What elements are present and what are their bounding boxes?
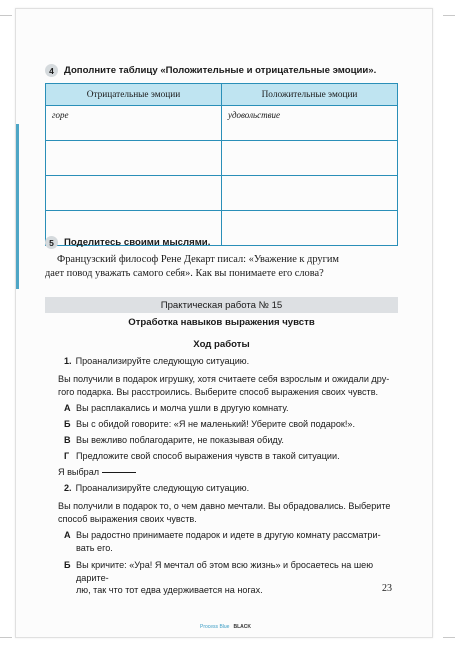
header-positive-emotions: Положительные эмоции — [222, 84, 398, 106]
option-b[interactable] — [64, 418, 400, 431]
table-header-row — [46, 84, 398, 106]
option-text-line: лю, так что тот едва удерживается на ногах. — [76, 585, 263, 595]
option-letter: Б — [64, 419, 71, 429]
task-4-title: Дополните таблицу «Положительные и отрицательные эмоции». — [64, 65, 377, 76]
option-letter: А — [64, 530, 71, 540]
option-text — [76, 559, 400, 597]
choice-blank-field[interactable] — [102, 472, 136, 473]
table-row — [46, 176, 398, 211]
descartes-quote-line-1: Французский философ Рене Декарт писал: «Уважение к другим — [57, 254, 339, 265]
task-5-title: Поделитесь своими мыслями. — [64, 237, 211, 248]
option-a[interactable] — [64, 402, 400, 415]
progress-heading: Ход работы — [193, 339, 250, 350]
step-2-situation-line-1: Вы получили в подарок то, о чем давно мечтали. Вы обрадовались. Выберите — [58, 501, 391, 511]
task-4-heading — [45, 64, 376, 77]
descartes-quote-line-2: дает повод уважать самого себя». Как вы понимаете его слова? — [45, 268, 324, 279]
step-1-instruction-text: Проанализируйте следующую ситуацию. — [75, 356, 250, 366]
footer-code: BLACK — [233, 624, 251, 630]
table-cell[interactable] — [46, 141, 222, 176]
step-2-instruction — [64, 482, 400, 495]
choice-label: Я выбрал — [58, 467, 100, 477]
footer-label: Process Blue — [200, 624, 230, 630]
page-number: 23 — [382, 583, 392, 594]
option-v[interactable] — [64, 434, 400, 447]
table-row — [46, 141, 398, 176]
table-cell[interactable]: удовольствие — [222, 106, 398, 141]
practical-work-title: Практическая работа № 15 — [160, 299, 283, 311]
print-footer — [200, 624, 251, 630]
practical-work-subtitle: Отработка навыков выражения чувств — [128, 317, 315, 328]
option-text: Предложите свой способ выражения чувств в такой ситуации. — [76, 451, 340, 461]
step-1-situation-line-1: Вы получили в подарок игрушку, хотя считаете себя взрослым и ожидали дру- — [58, 374, 390, 384]
option-text: Вы расплакались и молча ушли в другую комнату. — [76, 403, 289, 413]
option-letter: Г — [64, 451, 70, 461]
step-1-instruction — [64, 355, 400, 368]
table-cell[interactable]: горе — [46, 106, 222, 141]
option-letter: А — [64, 403, 71, 413]
step-2-situation-line-2: способ выражения своих чувств. — [58, 514, 197, 524]
emotions-table — [45, 83, 398, 246]
choice-line — [58, 466, 400, 479]
option-b[interactable] — [64, 559, 400, 597]
option-text — [76, 529, 400, 554]
task-number-badge: 5 — [45, 236, 58, 249]
step-2-instruction-text: Проанализируйте следующую ситуацию. — [75, 483, 250, 493]
option-g[interactable] — [64, 450, 400, 463]
table-row — [46, 106, 398, 141]
header-negative-emotions: Отрицательные эмоции — [46, 84, 222, 106]
option-text-line: вать его. — [76, 542, 113, 553]
task-5-heading — [45, 236, 210, 249]
practical-work-title-bar — [45, 297, 398, 313]
margin-stripe — [16, 124, 19, 289]
table-cell[interactable] — [222, 141, 398, 176]
option-text-line: Вы кричите: «Ура! Я мечтал об этом всю жизнь» и бросаетесь на шею дарите- — [76, 560, 374, 583]
task-number-badge: 4 — [45, 64, 58, 77]
option-text: Вы вежливо поблагодарите, не показывая обиду. — [76, 435, 284, 445]
table-cell[interactable] — [222, 211, 398, 246]
option-a[interactable] — [64, 529, 400, 554]
table-cell[interactable] — [46, 176, 222, 211]
option-text: Вы с обидой говорите: «Я не маленький! Уберите свой подарок!». — [76, 419, 355, 429]
step-number: 1. — [64, 356, 72, 366]
step-1-situation-line-2: гого подарка. Вы расстроились. Выберите способ выражения своих чувств. — [58, 387, 379, 397]
option-letter: Б — [64, 560, 71, 570]
option-letter: В — [64, 435, 71, 445]
step-number: 2. — [64, 483, 72, 493]
option-text-line: Вы радостно принимаете подарок и идете в другую комнату рассматри- — [76, 530, 381, 540]
table-cell[interactable] — [222, 176, 398, 211]
